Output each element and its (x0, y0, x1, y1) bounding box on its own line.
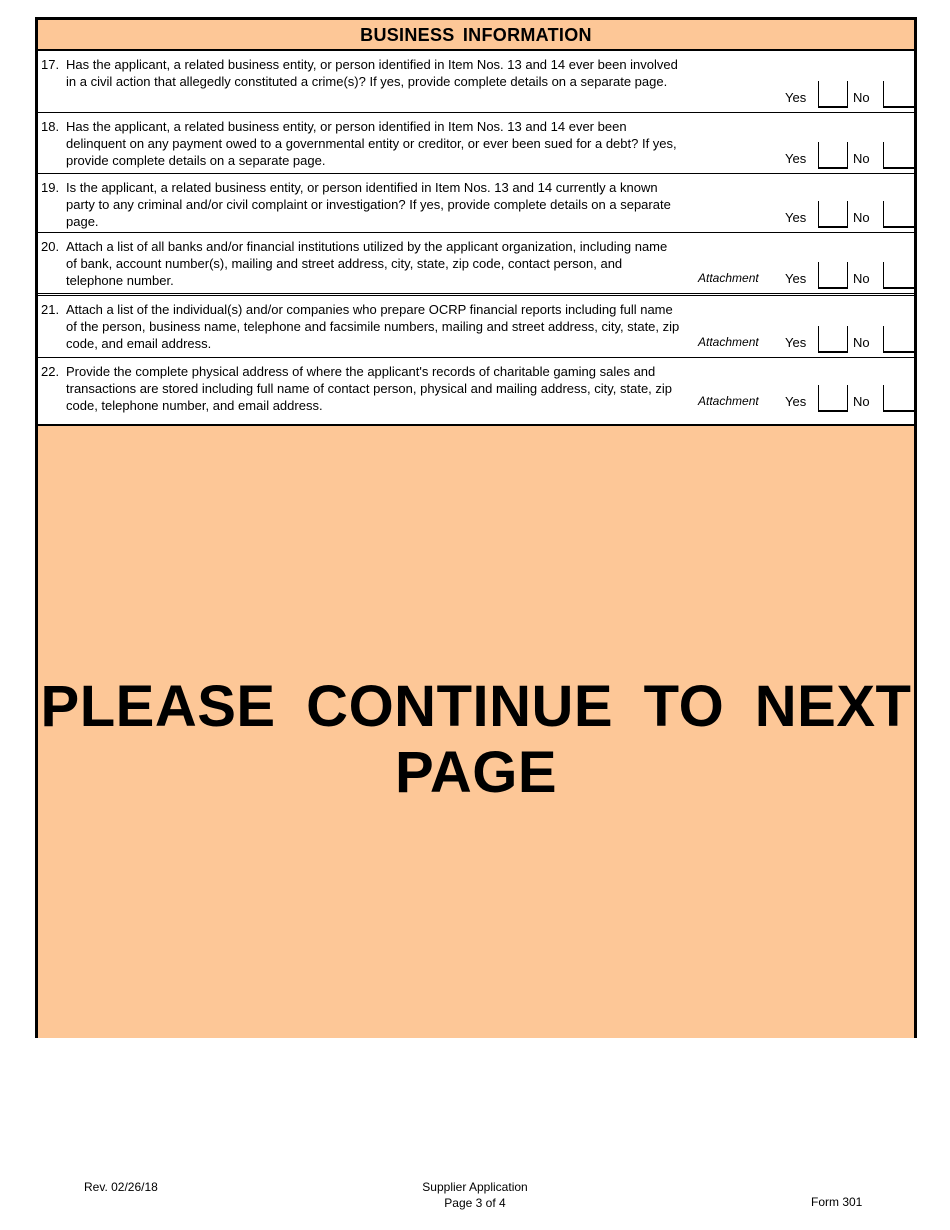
document-title: Supplier Application (422, 1180, 528, 1194)
question-row-17 (38, 51, 914, 113)
no-checkbox[interactable] (883, 385, 917, 412)
yes-label: Yes (785, 151, 807, 166)
no-label: No (853, 271, 870, 286)
continue-panel (38, 424, 914, 1038)
revision-date: Rev. 02/26/18 (84, 1180, 158, 1194)
no-label: No (853, 394, 870, 409)
page-number: Page 3 of 4 (444, 1196, 506, 1210)
yes-checkbox[interactable] (818, 201, 848, 228)
no-checkbox[interactable] (883, 262, 917, 289)
item-number: 17. (41, 57, 60, 72)
no-label: No (853, 90, 870, 105)
form-number: Form 301 (811, 1195, 863, 1209)
no-label: No (853, 335, 870, 350)
question-row-19 (38, 174, 914, 233)
attachment-label: Attachment (698, 335, 759, 349)
yes-checkbox[interactable] (818, 81, 848, 108)
no-checkbox[interactable] (883, 81, 917, 108)
item-text: Provide the complete physical address of where the applicant's records of charitable gaming sales and transactions are stored including full name of contact person, physical and mailing address, city, state, zip code, telephone number, and email address. (66, 364, 673, 413)
footer-center (375, 1179, 575, 1211)
no-checkbox[interactable] (883, 142, 917, 169)
yes-label: Yes (785, 394, 807, 409)
item-text: Attach a list of all banks and/or financial institutions utilized by the applicant organization, including name of bank, account number(s), mailing and street address, city, state, zip code, contact person, and telephone number. (66, 239, 668, 288)
business-information-form (35, 17, 917, 1038)
yes-label: Yes (785, 210, 807, 225)
item-number: 22. (41, 364, 60, 379)
no-checkbox[interactable] (883, 201, 917, 228)
item-text: Has the applicant, a related business entity, or person identified in Item Nos. 13 and 14 ever been delinquent on any payment owed to a governmental entity or creditor, or ever been sued for a debt? If yes, provide complete details on a separate page. (66, 119, 677, 168)
item-number: 18. (41, 119, 60, 134)
yes-checkbox[interactable] (818, 262, 848, 289)
question-row-21 (38, 296, 914, 358)
continue-notice: PLEASE CONTINUE TO NEXT PAGE (40, 674, 912, 805)
item-number: 20. (41, 239, 60, 254)
item-text: Has the applicant, a related business entity, or person identified in Item Nos. 13 and 14 ever been involved in a civil action that allegedly constituted a crime(s)? If yes, provide complete details on a separate page. (66, 57, 678, 89)
yes-label: Yes (785, 271, 807, 286)
item-text: Attach a list of the individual(s) and/or companies who prepare OCRP financial reports including full name of the person, business name, telephone and facsimile numbers, mailing and street address, city, state, zip code, and email address. (66, 302, 680, 351)
attachment-label: Attachment (698, 394, 759, 408)
question-row-20 (38, 233, 914, 296)
yes-label: Yes (785, 90, 807, 105)
yes-checkbox[interactable] (818, 142, 848, 169)
attachment-label: Attachment (698, 271, 759, 285)
item-number: 19. (41, 180, 60, 195)
item-text: Is the applicant, a related business entity, or person identified in Item Nos. 13 and 14 currently a known party to any criminal and/or civil complaint or investigation? If yes, provide complete details on a separate page. (66, 180, 671, 229)
no-checkbox[interactable] (883, 326, 917, 353)
question-row-18 (38, 113, 914, 174)
no-label: No (853, 151, 870, 166)
section-header: BUSINESS INFORMATION (38, 20, 914, 51)
no-label: No (853, 210, 870, 225)
yes-label: Yes (785, 335, 807, 350)
yes-checkbox[interactable] (818, 385, 848, 412)
question-row-22 (38, 358, 914, 416)
item-number: 21. (41, 302, 60, 317)
yes-checkbox[interactable] (818, 326, 848, 353)
